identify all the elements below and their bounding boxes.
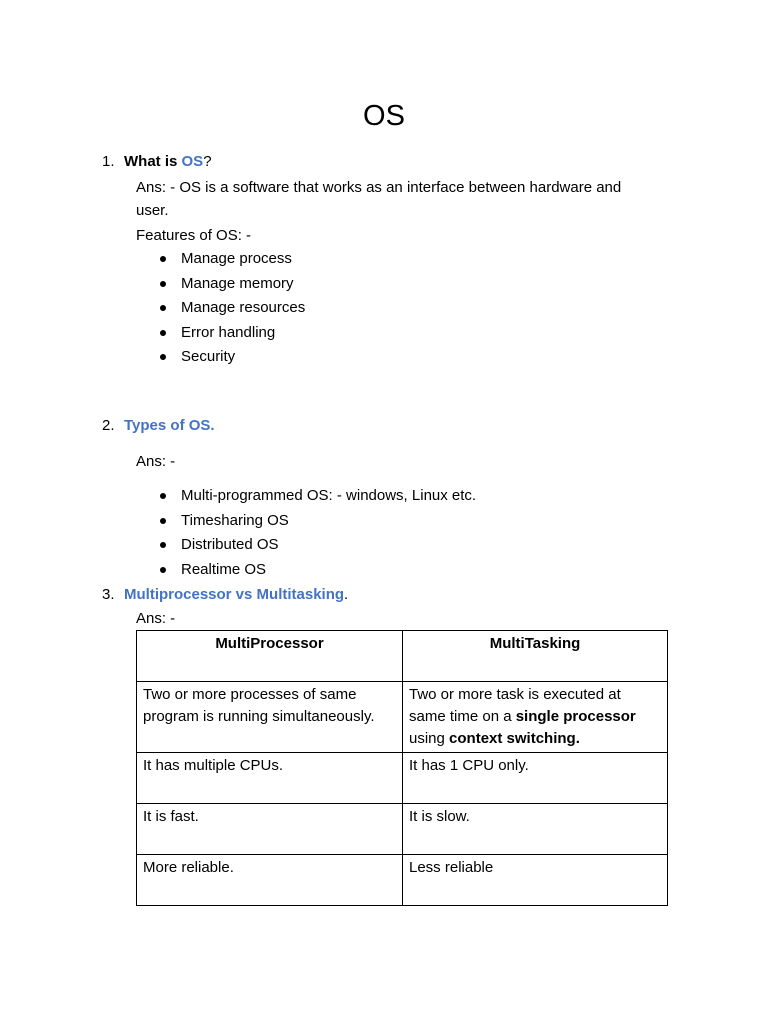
question-1-highlight: OS [181, 153, 204, 170]
question-2-number: 2. [102, 417, 115, 434]
table-cell [403, 682, 668, 753]
question-1-heading [102, 151, 212, 173]
question-3-heading [102, 584, 348, 606]
list-item: Error handling [136, 321, 305, 346]
question-3-answer: Ans: - [136, 610, 176, 627]
cell-bold-text: single processor [515, 708, 636, 725]
question-3-title: Multiprocessor vs Multitasking [124, 586, 345, 603]
question-2-title: Types of OS. [124, 417, 215, 434]
question-3-number: 3. [102, 586, 115, 603]
list-item: Multi-programmed OS: - windows, Linux etc. [136, 484, 476, 509]
question-1-prefix: What is [124, 153, 182, 170]
list-item: Realtime OS [136, 558, 476, 583]
list-item: Security [136, 345, 305, 370]
page-title: OS [363, 100, 405, 132]
header-multiprocessor: MultiProcessor [137, 631, 403, 682]
header-multitasking: MultiTasking [403, 631, 668, 682]
table-cell: It has 1 CPU only. [403, 753, 668, 804]
list-item: Manage memory [136, 272, 305, 297]
comparison-table [136, 630, 668, 906]
table-header-row [137, 631, 668, 682]
cell-text: using [409, 730, 450, 747]
question-1-answer-line-1: Ans: - OS is a software that works as an interface between hardware and [136, 179, 622, 196]
list-item: Manage resources [136, 296, 305, 321]
question-2-answer: Ans: - [136, 453, 176, 470]
question-1-answer-line-2: user. [136, 202, 169, 219]
table-cell: Less reliable [403, 855, 668, 906]
os-types-list [136, 484, 476, 582]
list-item: Manage process [136, 247, 305, 272]
question-1-number: 1. [102, 153, 115, 170]
table-cell: It is slow. [403, 804, 668, 855]
features-list [136, 247, 305, 370]
list-item: Timesharing OS [136, 509, 476, 534]
features-label: Features of OS: - [136, 227, 252, 244]
question-1-suffix: ? [203, 153, 212, 170]
table-cell: More reliable. [137, 855, 403, 906]
table-row [137, 753, 668, 804]
table-row [137, 682, 668, 753]
cell-text: Two or more task is executed at same time on a [409, 686, 621, 725]
table-cell: It is fast. [137, 804, 403, 855]
table-row [137, 804, 668, 855]
list-item: Distributed OS [136, 533, 476, 558]
cell-bold-text: context switching. [449, 730, 580, 747]
table-cell: It has multiple CPUs. [137, 753, 403, 804]
table-cell: Two or more processes of same program is running simultaneously. [137, 682, 403, 753]
question-2-heading [102, 415, 215, 437]
question-3-suffix: . [344, 586, 349, 603]
table-row [137, 855, 668, 906]
